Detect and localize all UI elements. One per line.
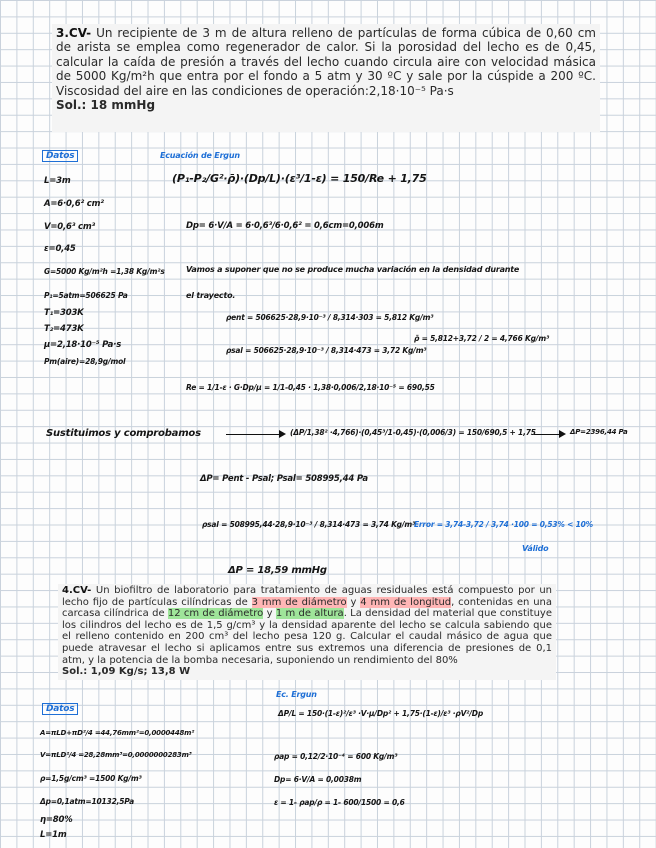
rho-apparent: ρap = 0,12/2·10⁻⁴ = 600 Kg/m³ — [274, 752, 398, 761]
problem-4-text-1: Un biofiltro de laboratorio para tratamiento de aguas residuales está compuesto por un lecho fijo de partículas cilíndricas de — [62, 585, 552, 608]
datos-label-4: Datos — [42, 703, 78, 715]
problem-3-statement — [52, 24, 600, 132]
reynolds-number: Re = 1/1-ε · G·Dp/μ = 1/1-0,45 · 1,38·0,006/2,18·10⁻⁵ = 690,55 — [186, 383, 435, 392]
problem-3-solution: Sol.: 18 mmHg — [56, 98, 156, 113]
problem-4-number: 4.CV- — [62, 585, 92, 596]
porosity-equation: ε = 1- ρap/ρ = 1- 600/1500 = 0,6 — [274, 798, 405, 807]
highlight-particle-diameter: 3 mm de diámetro — [251, 596, 347, 608]
highlight-vessel-diameter: 12 cm de diámetro — [167, 608, 264, 620]
given-mass-velocity: G=5000 Kg/m²h =1,38 Kg/m²s — [44, 267, 165, 276]
given-area: A=6·0,6² cm² — [44, 199, 104, 209]
highlight-particle-length: 4 mm de longitud — [360, 596, 452, 608]
rho-average: ρ̄ = 5,812+3,72 / 2 = 4,766 Kg/m³ — [414, 334, 550, 343]
problem-4-text-2: y — [346, 596, 361, 608]
dp-equation-4: Dp= 6·V/A = 0,0038m — [274, 775, 362, 784]
final-result-3: ΔP = 18,59 mmHg — [228, 565, 327, 576]
p-sal-equation: ΔP= Pent - Psal; Psal= 508995,44 Pa — [200, 474, 368, 484]
delta-p-result: ΔP=2396,44 Pa — [570, 428, 628, 436]
given-volume: V=0,6³ cm³ — [44, 222, 96, 232]
problem-4-text-5: . La densidad del material que constituye los cilindros del lecho es de 1,5 g/cm³ y la densidad aparente del lecho se calcula sabiendo que el relleno contenido en 200 cm³ del lecho pesa 120 g. Calcular el caudal másico de agua que puede atravesar el lecho si aplicamos entre sus extremos una diferencia de presiones de 0,1 atm, y la potencia de la bomba necesaria, suponiendo un rendimiento del 80% — [62, 608, 552, 666]
rho-ent: ρent = 506625·28,9·10⁻³ / 8,314·303 = 5,812 Kg/m³ — [226, 313, 434, 322]
problem-4-solution: Sol.: 1,09 Kg/s; 13,8 W — [62, 666, 191, 678]
substitute-equation: (ΔP/1,38² ·4,766)·(0,45³/1-0,45)·(0,006/3) = 150/690,5 + 1,75 — [290, 428, 536, 437]
datos-label-3: Datos — [42, 150, 78, 162]
problem-4-text-3: , contenidas en una carcasa cilíndrica de — [62, 596, 553, 620]
given-length: L=3m — [44, 176, 71, 186]
valid-label: Válido — [522, 544, 549, 553]
ergun-label-4: Ec. Ergun — [276, 690, 317, 699]
ergun-equation-3: (P₁-P₂/G²·ρ̄)·(Dp/L)·(ε³/1-ε) = 150/Re + 1,75 — [172, 172, 427, 185]
given-density-4: ρ=1,5g/cm³ =1500 Kg/m³ — [40, 774, 142, 783]
given-pressure-4: Δp=0,1atm=10132,5Pa — [40, 797, 134, 806]
given-t2: T₂=473K — [44, 324, 84, 334]
dp-equation-3: Dp= 6·V/A = 6·0,6³/6·0,6² = 0,6cm=0,006m — [186, 221, 384, 231]
given-area-4: A=πLD+πD²/4 =44,76mm²=0,0000448m² — [40, 729, 195, 737]
given-length-4: L=1m — [40, 830, 67, 840]
highlight-vessel-height: 1 m de altura — [275, 608, 344, 620]
assumption-line-1: Vamos a suponer que no se produce mucha variación en la densidad durante — [186, 265, 520, 274]
arrow-right-1 — [226, 434, 284, 435]
rho-sal: ρsal = 506625·28,9·10⁻³ / 8,314·473 = 3,72 Kg/m³ — [226, 346, 427, 355]
substitute-label: Sustituimos y comprobamos — [46, 428, 201, 439]
ergun-label-3: Ecuación de Ergun — [160, 151, 240, 160]
given-t1: T₁=303K — [44, 308, 84, 318]
problem-3-text: Un recipiente de 3 m de altura relleno de partículas de forma cúbica de 0,60 cm de arista se emplea como regenerador de calor. Si la porosidad del lecho es de 0,45, calcular la caída de presión a través del lecho cuando circula aire con velocidad másica de 5000 Kg/m²h que entra por el fondo a 5 atm y 30 ºC y sale por la cúspide a 200 ºC. Viscosidad del aire en las condiciones de operación:2,18·10⁻⁵ Pa·s — [56, 26, 596, 98]
given-efficiency-4: η=80% — [40, 815, 73, 825]
rho-sal-check: ρsal = 508995,44·28,9·10⁻³ / 8,314·473 = 3,74 Kg/m³ — [202, 520, 416, 529]
given-molar-mass: Pm(aire)=28,9g/mol — [44, 357, 126, 366]
problem-4-statement — [58, 584, 556, 680]
assumption-line-2: el trayecto. — [186, 291, 236, 300]
problem-4-text-4: y — [263, 608, 276, 620]
given-viscosity: μ=2,18·10⁻⁵ Pa·s — [44, 340, 122, 350]
ergun-equation-4: ΔP/L = 150·(1-ε)²/ε³ ·V·μ/Dp² + 1,75·(1-ε)/ε³ ·ρV²/Dp — [278, 709, 483, 718]
given-porosity: ε=0,45 — [44, 244, 76, 254]
arrow-right-2 — [534, 434, 564, 435]
problem-3-number: 3.CV- — [56, 26, 92, 40]
given-pressure: P₁=5atm=506625 Pa — [44, 291, 128, 300]
given-volume-4: V=πLD²/4 =28,28mm³=0,0000000283m³ — [40, 751, 192, 759]
error-check: Error = 3,74-3,72 / 3,74 ·100 = 0,53% < 10% — [414, 520, 593, 529]
